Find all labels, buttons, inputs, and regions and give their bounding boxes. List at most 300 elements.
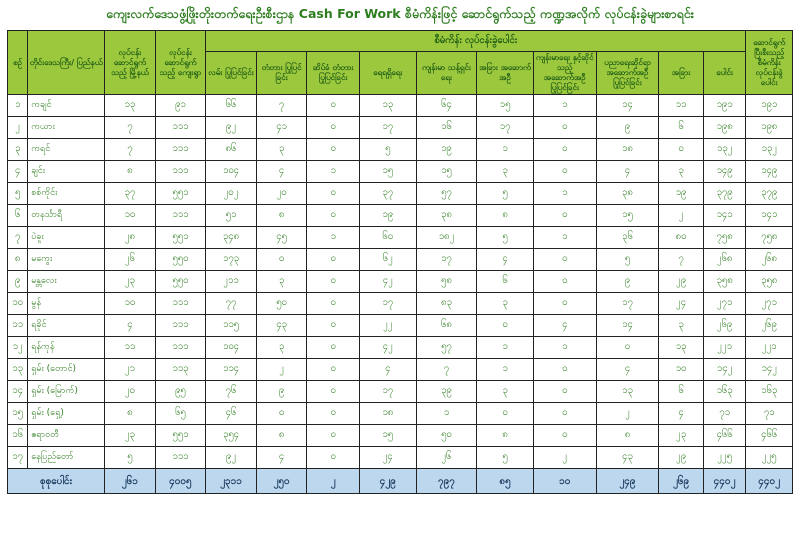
header-project-group: စီမံကိန်း လုပ်ငန်းခွဲပေါင်း xyxy=(206,31,746,52)
value-cell: ၄၅ xyxy=(256,227,307,249)
value-cell: ၆၅ xyxy=(155,403,206,425)
totals-label: စုစုပေါင်း xyxy=(8,469,105,494)
totals-value-cell: ၄၂၉ xyxy=(359,469,416,494)
value-cell: ၈ xyxy=(477,425,534,447)
value-cell: ၂၁ xyxy=(105,359,156,381)
value-cell: ၁၆၃ xyxy=(703,381,746,403)
value-cell: ၄ xyxy=(596,161,659,183)
table-row xyxy=(8,117,793,139)
value-cell: ၁၃၂ xyxy=(703,139,746,161)
value-cell: ၀ xyxy=(307,271,360,293)
value-cell: ၁၉ xyxy=(659,183,704,205)
value-cell: ၁၁ xyxy=(659,95,704,117)
value-cell: ၁၉၈ xyxy=(746,117,793,139)
value-cell: ၅၅၁ xyxy=(155,227,206,249)
value-cell: ၁ xyxy=(477,359,534,381)
header-bridge-repair: တံတား ပြုပြင်ခြင်း xyxy=(256,52,307,95)
value-cell: ၁၃ xyxy=(659,337,704,359)
value-cell: ၈ xyxy=(256,425,307,447)
value-cell: ၈ xyxy=(596,425,659,447)
value-cell: ၀ xyxy=(533,117,596,139)
value-cell: ၈၃ xyxy=(416,293,477,315)
table-row xyxy=(8,161,793,183)
value-cell: ၇၁ xyxy=(746,403,793,425)
value-cell: ၁၃ xyxy=(596,381,659,403)
value-cell: ၂၂ xyxy=(359,315,416,337)
value-cell: ၀ xyxy=(533,271,596,293)
row-number-cell: ၁၄ xyxy=(8,381,28,403)
totals-value-cell: ၈၅ xyxy=(477,469,534,494)
value-cell: ၀ xyxy=(307,447,360,469)
value-cell: ၇ xyxy=(659,249,704,271)
value-cell: ၀ xyxy=(659,139,704,161)
row-number-cell: ၉ xyxy=(8,271,28,293)
value-cell: ၁၄၂ xyxy=(746,359,793,381)
value-cell: ၁၁၁ xyxy=(155,447,206,469)
value-cell: ၅၇ xyxy=(416,183,477,205)
value-cell: ၂၇၁ xyxy=(703,293,746,315)
value-cell: ၀ xyxy=(307,183,360,205)
value-cell: ၁ xyxy=(477,139,534,161)
value-cell: ၁၀ xyxy=(105,293,156,315)
value-cell: ၂၆၉ xyxy=(746,315,793,337)
value-cell: ၃ xyxy=(659,161,704,183)
region-name-cell: ကယား xyxy=(28,117,105,139)
value-cell: ၈၆ xyxy=(206,139,257,161)
value-cell: ၂၀၂ xyxy=(206,183,257,205)
value-cell: ၅၀ xyxy=(256,293,307,315)
value-cell: ၆ xyxy=(477,271,534,293)
totals-value-cell: ၂၅၀ xyxy=(256,469,307,494)
value-cell: ၁၈၂ xyxy=(416,227,477,249)
row-number-cell: ၁ xyxy=(8,95,28,117)
value-cell: ၂၃ xyxy=(105,425,156,447)
value-cell: ၁၀၄ xyxy=(206,161,257,183)
table-row xyxy=(8,447,793,469)
value-cell: ၁၉ xyxy=(416,139,477,161)
value-cell: ၄ xyxy=(659,403,704,425)
value-cell: ၀ xyxy=(533,249,596,271)
value-cell: ၀ xyxy=(533,359,596,381)
value-cell: ၂၄ xyxy=(659,293,704,315)
value-cell: ၀ xyxy=(307,95,360,117)
value-cell: ၁၈ xyxy=(359,403,416,425)
value-cell: ၁၁၁ xyxy=(155,315,206,337)
totals-value-cell: ၂ xyxy=(307,469,360,494)
value-cell: ၇ xyxy=(416,359,477,381)
totals-row xyxy=(8,469,793,494)
value-cell: ၀ xyxy=(256,249,307,271)
value-cell: ၁၄၉ xyxy=(703,161,746,183)
row-number-cell: ၄ xyxy=(8,161,28,183)
value-cell: ၁၁၁ xyxy=(155,139,206,161)
value-cell: ၁ xyxy=(307,161,360,183)
value-cell: ၁၀ xyxy=(659,359,704,381)
row-number-cell: ၇ xyxy=(8,227,28,249)
value-cell: ၀ xyxy=(307,117,360,139)
value-cell: ၂၆ xyxy=(416,447,477,469)
value-cell: ၁၄၉ xyxy=(746,161,793,183)
value-cell: ၃၉ xyxy=(416,381,477,403)
value-cell: ၁၁ xyxy=(105,337,156,359)
row-number-cell: ၂ xyxy=(8,117,28,139)
table-row xyxy=(8,425,793,447)
value-cell: ၁၁၁ xyxy=(155,161,206,183)
row-number-cell: ၁၆ xyxy=(8,425,28,447)
value-cell: ၃၇ xyxy=(359,183,416,205)
region-name-cell: ဧရာဝတီ xyxy=(28,425,105,447)
row-number-cell: ၃ xyxy=(8,139,28,161)
value-cell: ၂၁၁ xyxy=(206,271,257,293)
value-cell: ၀ xyxy=(533,205,596,227)
table-row xyxy=(8,249,793,271)
value-cell: ၀ xyxy=(533,381,596,403)
value-cell: ၀ xyxy=(307,403,360,425)
value-cell: ၃ xyxy=(659,315,704,337)
value-cell: ၅ xyxy=(477,183,534,205)
value-cell: ၃ xyxy=(256,337,307,359)
value-cell: ၄၆၆ xyxy=(703,425,746,447)
value-cell: ၂၂၁ xyxy=(703,337,746,359)
value-cell: ၇၅၈ xyxy=(703,227,746,249)
value-cell: ၄၃ xyxy=(256,315,307,337)
value-cell: ၂၉ xyxy=(659,447,704,469)
value-cell: ၅၁ xyxy=(206,205,257,227)
value-cell: ၉ xyxy=(596,117,659,139)
header-region: တိုင်းဒေသကြီး/ ပြည်နယ် xyxy=(28,31,105,95)
header-other: အခြား xyxy=(659,52,704,95)
totals-value-cell: ၂၃၁၁ xyxy=(206,469,257,494)
region-name-cell: နေပြည်တော် xyxy=(28,447,105,469)
table-row xyxy=(8,359,793,381)
value-cell: ၇ xyxy=(105,117,156,139)
header-health-building-repair: ကျန်းမာရေး နှင့်ဆိုင်သည့် အဆောက်အဦ ပြုပြင်ခြင်း xyxy=(533,52,596,95)
value-cell: ၃၆ xyxy=(596,227,659,249)
value-cell: ၅၅၁ xyxy=(155,183,206,205)
value-cell: ၉ xyxy=(256,381,307,403)
row-number-cell: ၁၃ xyxy=(8,359,28,381)
value-cell: ၄ xyxy=(256,447,307,469)
region-name-cell: တနင်္သာရီ xyxy=(28,205,105,227)
value-cell: ၃၇ xyxy=(105,183,156,205)
region-name-cell: မန္တလေး xyxy=(28,271,105,293)
table-row xyxy=(8,183,793,205)
value-cell: ၃၄၈ xyxy=(206,227,257,249)
value-cell: ၀ xyxy=(533,293,596,315)
row-number-cell: ၁၅ xyxy=(8,403,28,425)
value-cell: ၀ xyxy=(307,359,360,381)
value-cell: ၃၇၉ xyxy=(746,183,793,205)
value-cell: ၆၀ xyxy=(359,227,416,249)
value-cell: ၄ xyxy=(105,315,156,337)
region-name-cell: ကရင် xyxy=(28,139,105,161)
value-cell: ၁၉၈ xyxy=(703,117,746,139)
value-cell: ၆၈ xyxy=(416,315,477,337)
value-cell: ၁၀ xyxy=(105,205,156,227)
value-cell: ၃၅၈ xyxy=(746,271,793,293)
value-cell: ၀ xyxy=(533,161,596,183)
value-cell: ၄ xyxy=(533,315,596,337)
value-cell: ၂၇၁ xyxy=(746,293,793,315)
value-cell: ၄၃ xyxy=(596,447,659,469)
table-row xyxy=(8,293,793,315)
header-education-building-repair: ပညာရေးဆိုင်ရာ အဆောက်အဦ ပြုပြင်ခြင်း xyxy=(596,52,659,95)
row-number-cell: ၅ xyxy=(8,183,28,205)
value-cell: ၄ xyxy=(477,249,534,271)
header-water-access: ရေရရှိရေး xyxy=(359,52,416,95)
table-row xyxy=(8,139,793,161)
totals-value-cell: ၄၀၀၅ xyxy=(155,469,206,494)
page-title: ကျေးလက်ဒေသဖွံ့ဖြိုးတိုးတက်ရေးဦးစီးဌာန Cash For Work စီမံကိန်းဖြင့် ဆောင်ရွက်သည့် ကဏ္ဍအလိုက် လုပ်ငန်းခွဲများစာရင်း xyxy=(106,6,694,21)
totals-value-cell: ၂၄၉ xyxy=(596,469,659,494)
value-cell: ၃၈ xyxy=(596,183,659,205)
value-cell: ၀ xyxy=(307,337,360,359)
value-cell: ၉ xyxy=(596,271,659,293)
value-cell: ၁၁၁ xyxy=(155,293,206,315)
value-cell: ၄၆ xyxy=(206,403,257,425)
value-cell: ၂၆ xyxy=(105,249,156,271)
table-body xyxy=(8,95,793,494)
value-cell: ၈၀ xyxy=(659,227,704,249)
region-name-cell: ပဲခူး xyxy=(28,227,105,249)
value-cell: ၂ xyxy=(533,447,596,469)
value-cell: ၀ xyxy=(307,315,360,337)
value-cell: ၁၄ xyxy=(596,315,659,337)
header-other-buildings: အခြား အဆောက် အဦ xyxy=(477,52,534,95)
value-cell: ၂၉ xyxy=(659,271,704,293)
value-cell: ၆၆ xyxy=(206,95,257,117)
region-name-cell: မွန် xyxy=(28,293,105,315)
value-cell: ၃ xyxy=(256,271,307,293)
value-cell: ၁၉ xyxy=(359,205,416,227)
value-cell: ၁၁၃ xyxy=(155,359,206,381)
header-road-repair: လမ်း ပြုပြင်ခြင်း xyxy=(206,52,257,95)
value-cell: ၅ xyxy=(477,227,534,249)
region-name-cell: ရှမ်း (တောင်) xyxy=(28,359,105,381)
value-cell: ၁၇ xyxy=(596,293,659,315)
region-name-cell: မကွေး xyxy=(28,249,105,271)
value-cell: ၁၈ xyxy=(596,139,659,161)
header-jetty-repair: ဆိပ်ခံ တံတား ပြုပြင်ခြင်း xyxy=(307,52,360,95)
value-cell: ၁၀၄ xyxy=(206,337,257,359)
header-completed-total: ဆောင်ရွက် ပြီးစီးသည့် စီမံကိန်း လုပ်ငန်းခွဲ ပေါင်း xyxy=(746,31,793,95)
row-number-cell: ၁၂ xyxy=(8,337,28,359)
value-cell: ၁၄၁ xyxy=(746,205,793,227)
value-cell: ၀ xyxy=(477,403,534,425)
value-cell: ၅၇ xyxy=(416,337,477,359)
value-cell: ၁ xyxy=(477,337,534,359)
region-name-cell: ရှမ်း (မြောက်) xyxy=(28,381,105,403)
value-cell: ၁၃၂ xyxy=(746,139,793,161)
table-row xyxy=(8,315,793,337)
value-cell: ၃ xyxy=(477,161,534,183)
value-cell: ၀ xyxy=(307,425,360,447)
value-cell: ၁၅ xyxy=(359,161,416,183)
value-cell: ၁၉၁ xyxy=(746,95,793,117)
region-name-cell: ကချင် xyxy=(28,95,105,117)
value-cell: ၀ xyxy=(307,139,360,161)
value-cell: ၅ xyxy=(477,447,534,469)
totals-value-cell: ၂၆၉ xyxy=(659,469,704,494)
value-cell: ၇ xyxy=(256,95,307,117)
value-cell: ၁၃ xyxy=(359,95,416,117)
value-cell: ၃၅၄ xyxy=(206,425,257,447)
value-cell: ၇၇ xyxy=(206,293,257,315)
value-cell: ၂၆၈ xyxy=(703,249,746,271)
value-cell: ၁၅ xyxy=(477,95,534,117)
value-cell: ၁ xyxy=(416,403,477,425)
header-villages: လုပ်ငန်း ဆောင်ရွက် သည့် ကျေးရွာ xyxy=(155,31,206,95)
value-cell: ၀ xyxy=(533,403,596,425)
value-cell: ၃ xyxy=(477,381,534,403)
value-cell: ၇၁ xyxy=(703,403,746,425)
value-cell: ၆ xyxy=(659,381,704,403)
region-name-cell: ချင်း xyxy=(28,161,105,183)
value-cell: ၁၆ xyxy=(416,117,477,139)
table-row xyxy=(8,227,793,249)
value-cell: ၇၆ xyxy=(206,381,257,403)
value-cell: ၁၇ xyxy=(416,249,477,271)
value-cell: ၁၁၁ xyxy=(155,337,206,359)
region-name-cell: ရှမ်း (ရှေ့) xyxy=(28,403,105,425)
value-cell: ၁၁၁ xyxy=(155,117,206,139)
table-row xyxy=(8,205,793,227)
value-cell: ၉၂ xyxy=(206,117,257,139)
value-cell: ၂၆၈ xyxy=(746,249,793,271)
value-cell: ၂ xyxy=(659,205,704,227)
value-cell: ၁၅ xyxy=(416,161,477,183)
value-cell: ၂၀ xyxy=(256,183,307,205)
value-cell: ၂၃ xyxy=(105,271,156,293)
value-cell: ၁၄၁ xyxy=(703,205,746,227)
totals-value-cell: ၂၆၁ xyxy=(105,469,156,494)
header-townships: လုပ်ငန်း ဆောင်ရွက် သည့် မြို့နယ် xyxy=(105,31,156,95)
table-row xyxy=(8,403,793,425)
value-cell: ၆ xyxy=(659,117,704,139)
value-cell: ၄ xyxy=(596,359,659,381)
value-cell: ၅၅၁ xyxy=(155,425,206,447)
region-name-cell: ရခိုင် xyxy=(28,315,105,337)
value-cell: ၄ xyxy=(359,359,416,381)
value-cell: ၁ xyxy=(533,183,596,205)
region-name-cell: ရန်ကုန် xyxy=(28,337,105,359)
table-row xyxy=(8,95,793,117)
value-cell: ၁၇ xyxy=(477,117,534,139)
table-header xyxy=(8,31,793,95)
header-row-top xyxy=(8,31,793,52)
value-cell: ၀ xyxy=(307,293,360,315)
value-cell: ၃၈ xyxy=(416,205,477,227)
value-cell: ၀ xyxy=(307,381,360,403)
row-number-cell: ၆ xyxy=(8,205,28,227)
value-cell: ၄၂ xyxy=(359,271,416,293)
value-cell: ၄၁ xyxy=(256,117,307,139)
value-cell: ၁၉၁ xyxy=(703,95,746,117)
table-row xyxy=(8,271,793,293)
value-cell: ၅၅၀ xyxy=(155,249,206,271)
value-cell: ၁ xyxy=(533,95,596,117)
totals-value-cell: ၄၄၀၂ xyxy=(746,469,793,494)
value-cell: ၁၁၁ xyxy=(155,205,206,227)
value-cell: ၁၁၅ xyxy=(206,315,257,337)
value-cell: ၁၄ xyxy=(596,95,659,117)
value-cell: ၂၂၅ xyxy=(703,447,746,469)
region-name-cell: စစ်ကိုင်း xyxy=(28,183,105,205)
totals-value-cell: ၇၉၇ xyxy=(416,469,477,494)
value-cell: ၂၀ xyxy=(105,381,156,403)
value-cell: ၅ xyxy=(105,447,156,469)
row-number-cell: ၈ xyxy=(8,249,28,271)
value-cell: ၄၆၆ xyxy=(746,425,793,447)
value-cell: ၀ xyxy=(307,249,360,271)
header-no: စဉ် xyxy=(8,31,28,95)
value-cell: ၁၄၂ xyxy=(703,359,746,381)
value-cell: ၉၂ xyxy=(206,447,257,469)
header-sanitation: ကျန်းမာ သန့်ရှင်းရေး xyxy=(416,52,477,95)
value-cell: ၄၂ xyxy=(359,337,416,359)
value-cell: ၁၇ xyxy=(359,117,416,139)
value-cell: ၃ xyxy=(477,293,534,315)
value-cell: ၈ xyxy=(105,161,156,183)
value-cell: ၁၅ xyxy=(596,205,659,227)
value-cell: ၁၃ xyxy=(105,95,156,117)
value-cell: ၇ xyxy=(105,139,156,161)
value-cell: ၂၂၅ xyxy=(746,447,793,469)
value-cell: ၃၇၉ xyxy=(703,183,746,205)
value-cell: ၁၆၃ xyxy=(746,381,793,403)
value-cell: ၀ xyxy=(307,205,360,227)
value-cell: ၅၈ xyxy=(416,271,477,293)
value-cell: ၈ xyxy=(256,205,307,227)
value-cell: ၈ xyxy=(477,205,534,227)
value-cell: ၆၄ xyxy=(416,95,477,117)
value-cell: ၂၆၉ xyxy=(703,315,746,337)
value-cell: ၂ xyxy=(596,403,659,425)
value-cell: ၂၄ xyxy=(359,447,416,469)
value-cell: ၅ xyxy=(596,249,659,271)
value-cell: ၁၇ xyxy=(359,381,416,403)
value-cell: ၃၅၈ xyxy=(703,271,746,293)
row-number-cell: ၁၇ xyxy=(8,447,28,469)
row-number-cell: ၁၀ xyxy=(8,293,28,315)
value-cell: ၂၂၁ xyxy=(746,337,793,359)
value-cell: ၆၂ xyxy=(359,249,416,271)
value-cell: ၀ xyxy=(533,139,596,161)
value-cell: ၁၇ xyxy=(359,293,416,315)
value-cell: ၀ xyxy=(256,403,307,425)
value-cell: ၅၀ xyxy=(416,425,477,447)
header-subtotal: ပေါင်း xyxy=(703,52,746,95)
value-cell: ၁၁၄ xyxy=(206,359,257,381)
value-cell: ၅၅၀ xyxy=(155,271,206,293)
value-cell: ၈ xyxy=(105,403,156,425)
value-cell: ၀ xyxy=(477,315,534,337)
value-cell: ၂၈ xyxy=(105,227,156,249)
value-cell: ၁ xyxy=(307,227,360,249)
value-cell: ၂ xyxy=(256,359,307,381)
value-cell: ၀ xyxy=(533,425,596,447)
row-number-cell: ၁၁ xyxy=(8,315,28,337)
table-row xyxy=(8,381,793,403)
value-cell: ၁၅ xyxy=(359,425,416,447)
value-cell: ၁ xyxy=(533,337,596,359)
totals-value-cell: ၁၀ xyxy=(533,469,596,494)
value-cell: ၃ xyxy=(256,139,307,161)
value-cell: ၇၅၈ xyxy=(746,227,793,249)
data-table xyxy=(7,30,793,494)
value-cell: ၁ xyxy=(533,227,596,249)
value-cell: ၉၁ xyxy=(155,95,206,117)
